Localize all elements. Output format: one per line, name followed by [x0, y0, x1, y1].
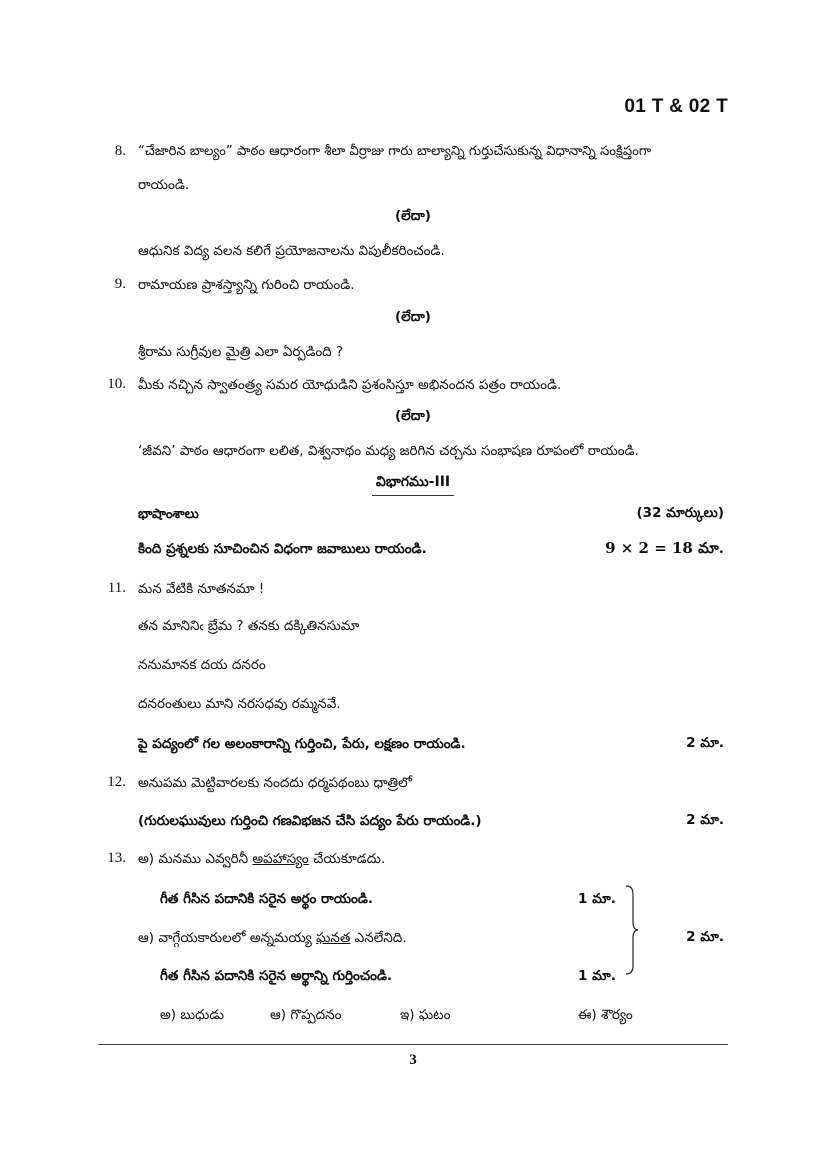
underlined-word: ఘనత: [316, 930, 351, 946]
paper-code: 01 T & 02 T: [624, 96, 728, 117]
question-text-cont: రాయండి.: [138, 177, 190, 193]
question-text: (గురులఘువులు గుర్తించి గణవిభజన చేసి పద్యం పేరు రాయండి.): [138, 813, 482, 829]
question-text: పై పద్యంలో గల అలంకారాన్ని గుర్తించి, పేరు, లక్షణం రాయండి.: [138, 736, 466, 752]
poem-line: ననుమానక దయ దనరం: [138, 657, 266, 673]
option-a: అ) బుధుడు: [160, 1007, 225, 1023]
or-separator: (లేదా): [395, 408, 431, 424]
question-text: మీకు నచ్చిన స్వాతంత్ర్య సమర యోధుడిని ప్రశంసిస్తూ అభినందన పత్రం రాయండి.: [138, 377, 562, 393]
section-title: విభాగము-III: [0, 474, 826, 493]
sub-question-b-instruction: గీత గీసిన పదానికి సరైన అర్థాన్ని గుర్తించండి.: [160, 968, 393, 984]
section-instruction: కింది ప్రశ్నలకు సూచించిన విధంగా జవాబులు రాయండి.: [138, 541, 427, 557]
question-number: 11.: [107, 580, 126, 596]
question-number: 12.: [107, 774, 126, 790]
question-marks: 2 మా.: [686, 812, 724, 828]
sub-question-b: ఆ) వాగ్గేయకారులలో అన్నమయ్య ఘనత ఎనలేనిది.: [138, 930, 407, 946]
question-number: 9.: [114, 276, 126, 292]
poem-line: అనుపమ మెట్టివారలకు నందదు ధర్మపథంబు ధాత్రిలో: [138, 775, 412, 791]
sub-question-a-instruction: గీత గీసిన పదానికి సరైన అర్థం రాయండి.: [160, 891, 374, 907]
marks-brace: [622, 884, 642, 976]
question-marks: 2 మా.: [686, 735, 724, 751]
question-number: 10.: [107, 376, 126, 392]
section-subject: భాషాంశాలు: [138, 506, 199, 522]
page-number: 3: [409, 1052, 417, 1068]
or-separator: (లేదా): [395, 309, 431, 325]
instruction-marks: 9 × 2 = 18 మా.: [605, 539, 724, 557]
question-text: “చేజారిన బాల్యం” పాఠం ఆధారంగా శీలా వీర్రాజు గారు బాల్యాన్ని గుర్తుచేసుకున్న విధానాన్ని సంక్షిప్తంగా: [138, 144, 652, 159]
footer-divider: [98, 1044, 728, 1045]
poem-line: దనరంతులు మాని నరసధవు రమ్మనవే.: [138, 696, 341, 712]
poem-line: తన మానినిఁ బ్రేమ ? తనకు దక్కితినసుమా: [138, 618, 360, 634]
sub-question-a-marks: 1 మా.: [578, 891, 616, 907]
question-number: 13.: [107, 850, 126, 866]
or-separator: (లేదా): [395, 208, 431, 224]
underlined-word: అపహాస్యం: [252, 851, 309, 867]
question-alt-text: ‘జీవని’ పాఠం ఆధారంగా లలిత, విశ్వనాథం మధ్య జరిగిన చర్చను సంభాషణ రూపంలో రాయండి.: [138, 443, 639, 459]
poem-line: మన వేటికి నూతనమా !: [138, 581, 265, 597]
option-d: ఈ) శౌర్యం: [578, 1007, 633, 1023]
section-total-marks: (32 మార్కులు): [636, 505, 724, 521]
sub-question-b-marks: 1 మా.: [578, 968, 616, 984]
question-alt-text: ఆధునిక విద్య వలన కలిగే ప్రయోజనాలను విపులీకరించండి.: [138, 243, 445, 259]
question-total-marks: 2 మా.: [686, 929, 724, 945]
question-number: 8.: [114, 143, 126, 159]
option-c: ఇ) ఘటం: [400, 1007, 451, 1023]
sub-question-a: అ) మనము ఎవ్వరినీ అపహాస్యం చేయకూడదు.: [138, 851, 386, 867]
option-b: ఆ) గొప్పదనం: [270, 1007, 342, 1023]
question-alt-text: శ్రీరామ సుగ్రీవుల మైత్రి ఎలా ఏర్పడింది ?: [138, 344, 344, 360]
question-text: రామాయణ ప్రాశస్త్యాన్ని గురించి రాయండి.: [138, 277, 355, 293]
